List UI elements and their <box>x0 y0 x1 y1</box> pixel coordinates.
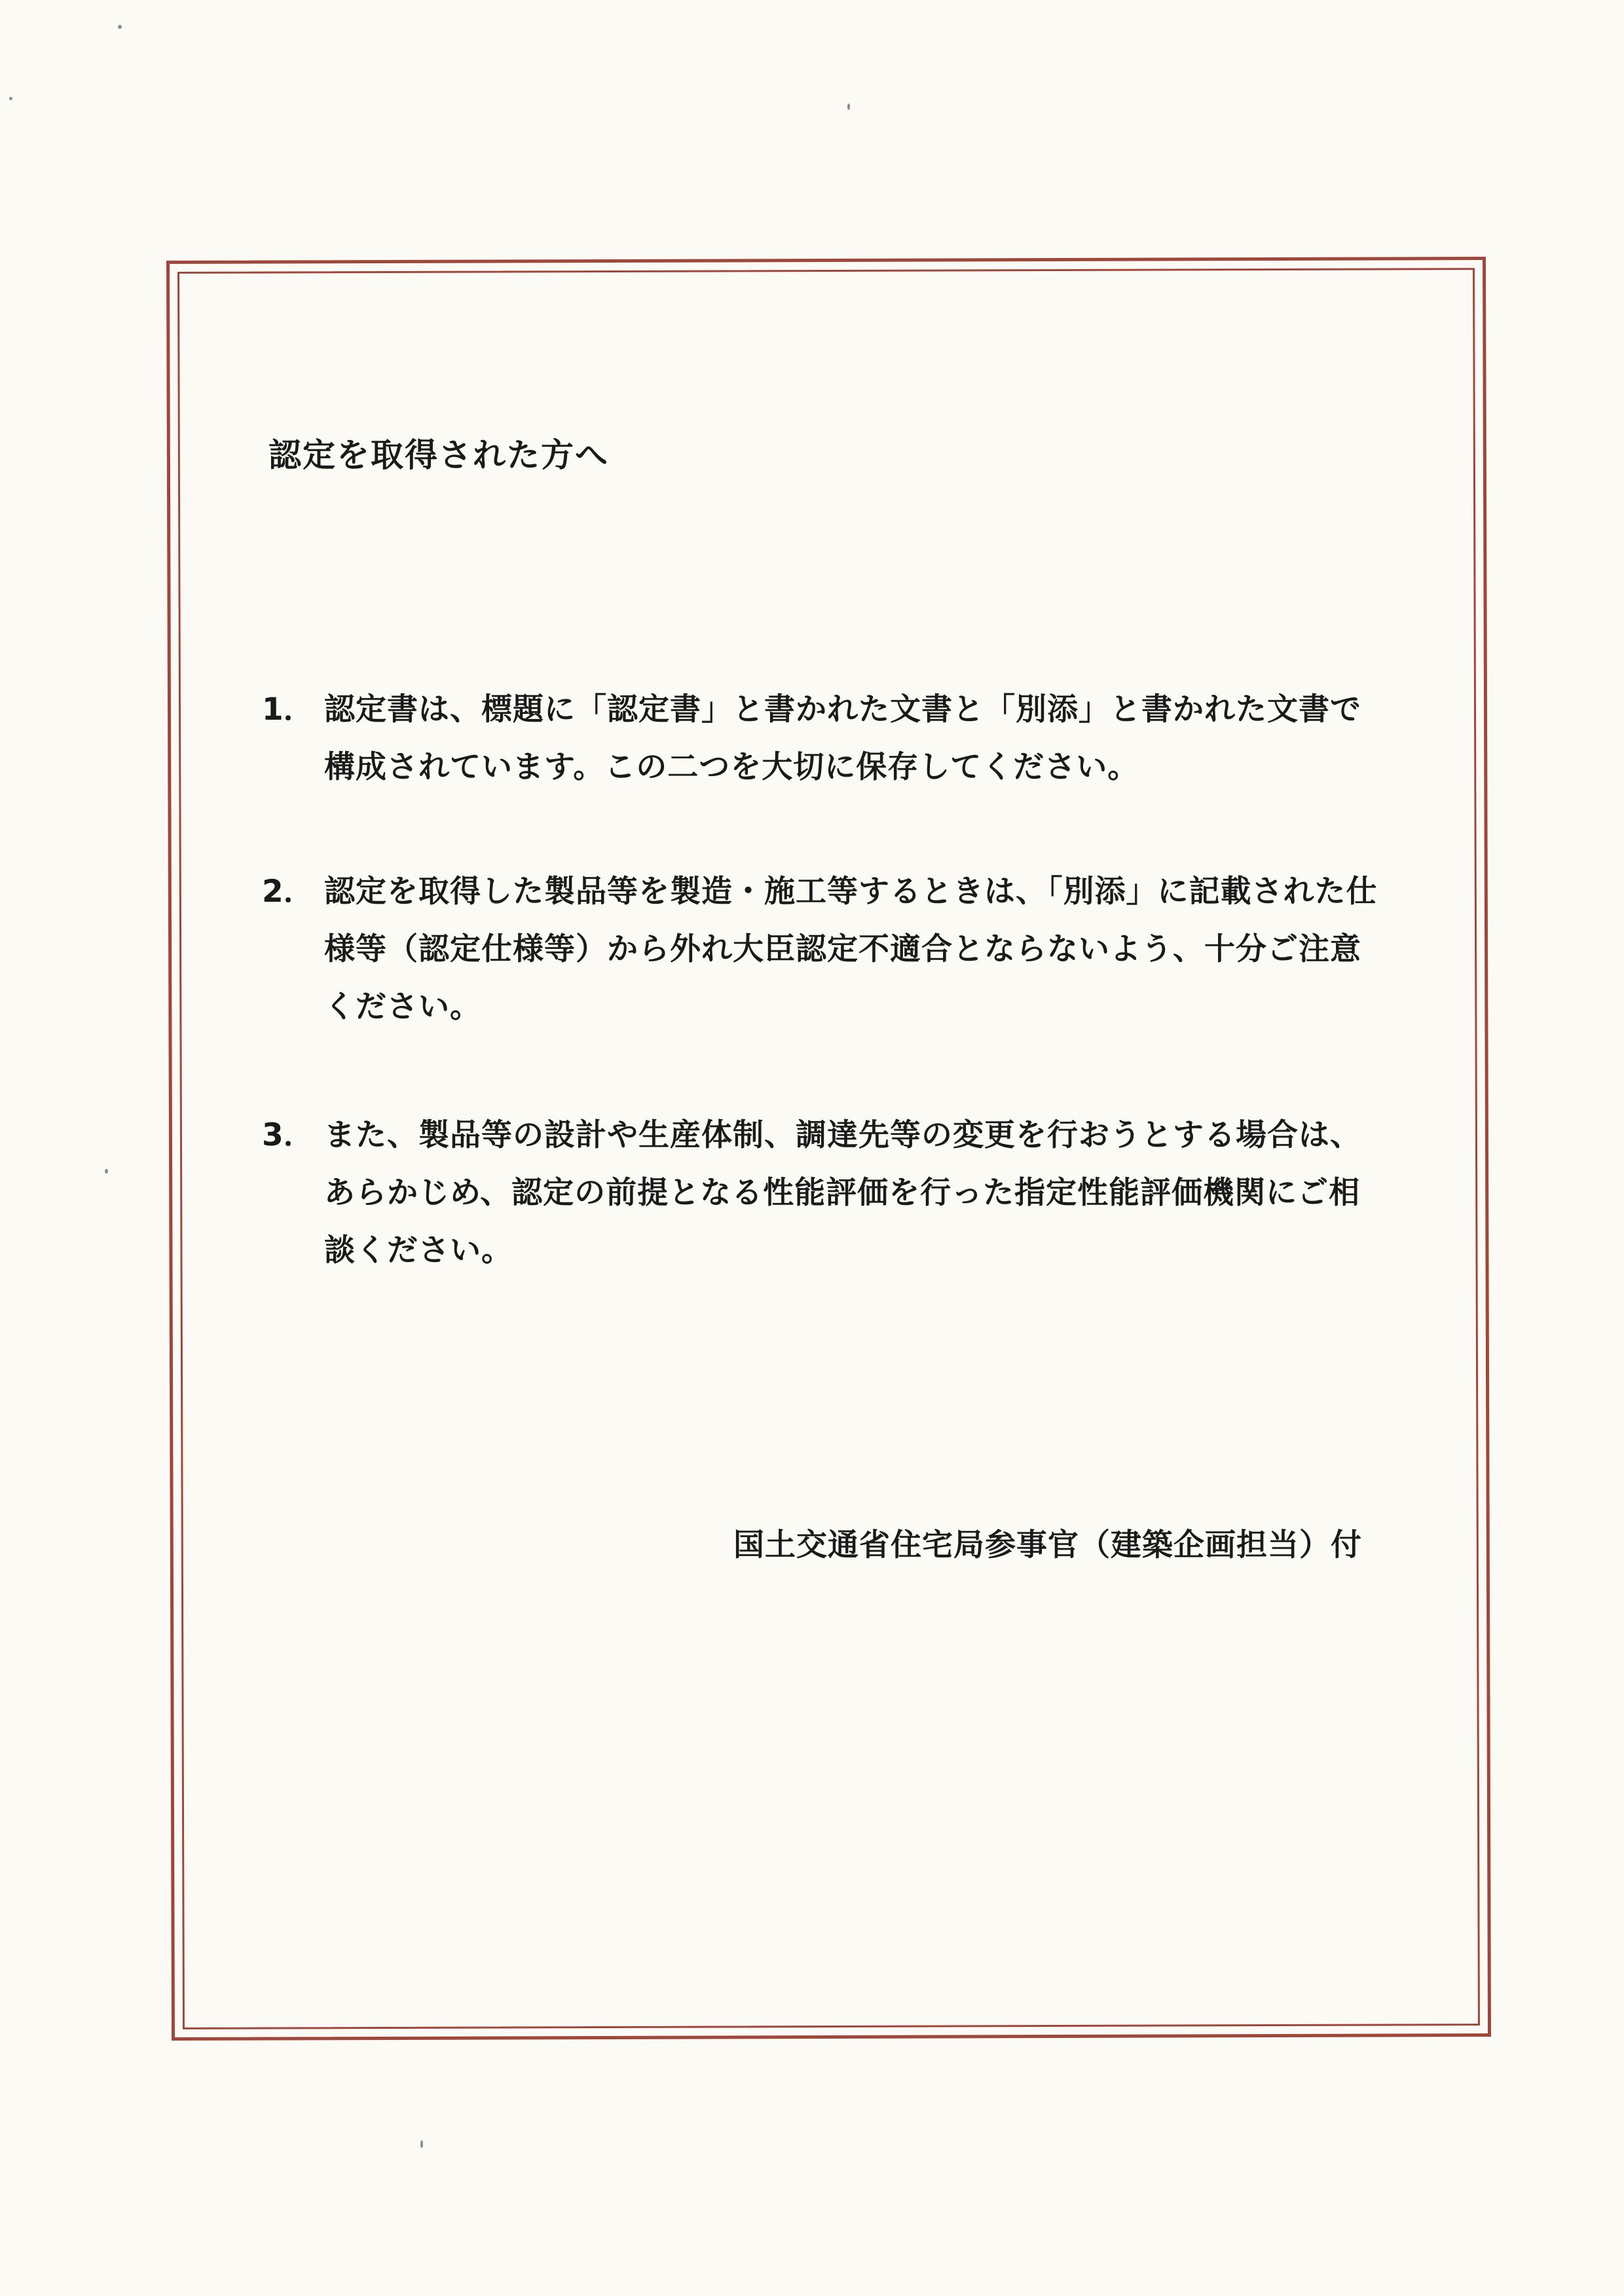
notice-item-1 <box>262 681 1388 796</box>
notice-item-2 <box>262 863 1388 1036</box>
page-title: 認定を取得された方へ <box>268 436 609 474</box>
item-number: 2． <box>262 874 314 910</box>
item-text: 認定書は、標題に「認定書」と書かれた文書と「別添」と書かれた文書で構成されています。この二つを大切に保存してください。 <box>324 692 1361 785</box>
item-text: また、製品等の設計や生産体制、調達先等の変更を行おうとする場合は、あらかじめ、認定の前提となる性能評価を行った指定性能評価機関にご相談ください。 <box>324 1117 1361 1268</box>
item-text: 認定を取得した製品等を製造・施工等するときは、「別添」に記載された仕様等（認定仕様等）から外れ大臣認定不適合とならないよう、十分ご注意ください。 <box>324 874 1378 1025</box>
item-number: 3． <box>262 1117 314 1153</box>
notice-item-3 <box>262 1107 1388 1280</box>
item-number: 1． <box>262 692 314 728</box>
issuer-signature: 国土交通省住宅局参事官（建築企画担当）付 <box>733 1527 1362 1563</box>
